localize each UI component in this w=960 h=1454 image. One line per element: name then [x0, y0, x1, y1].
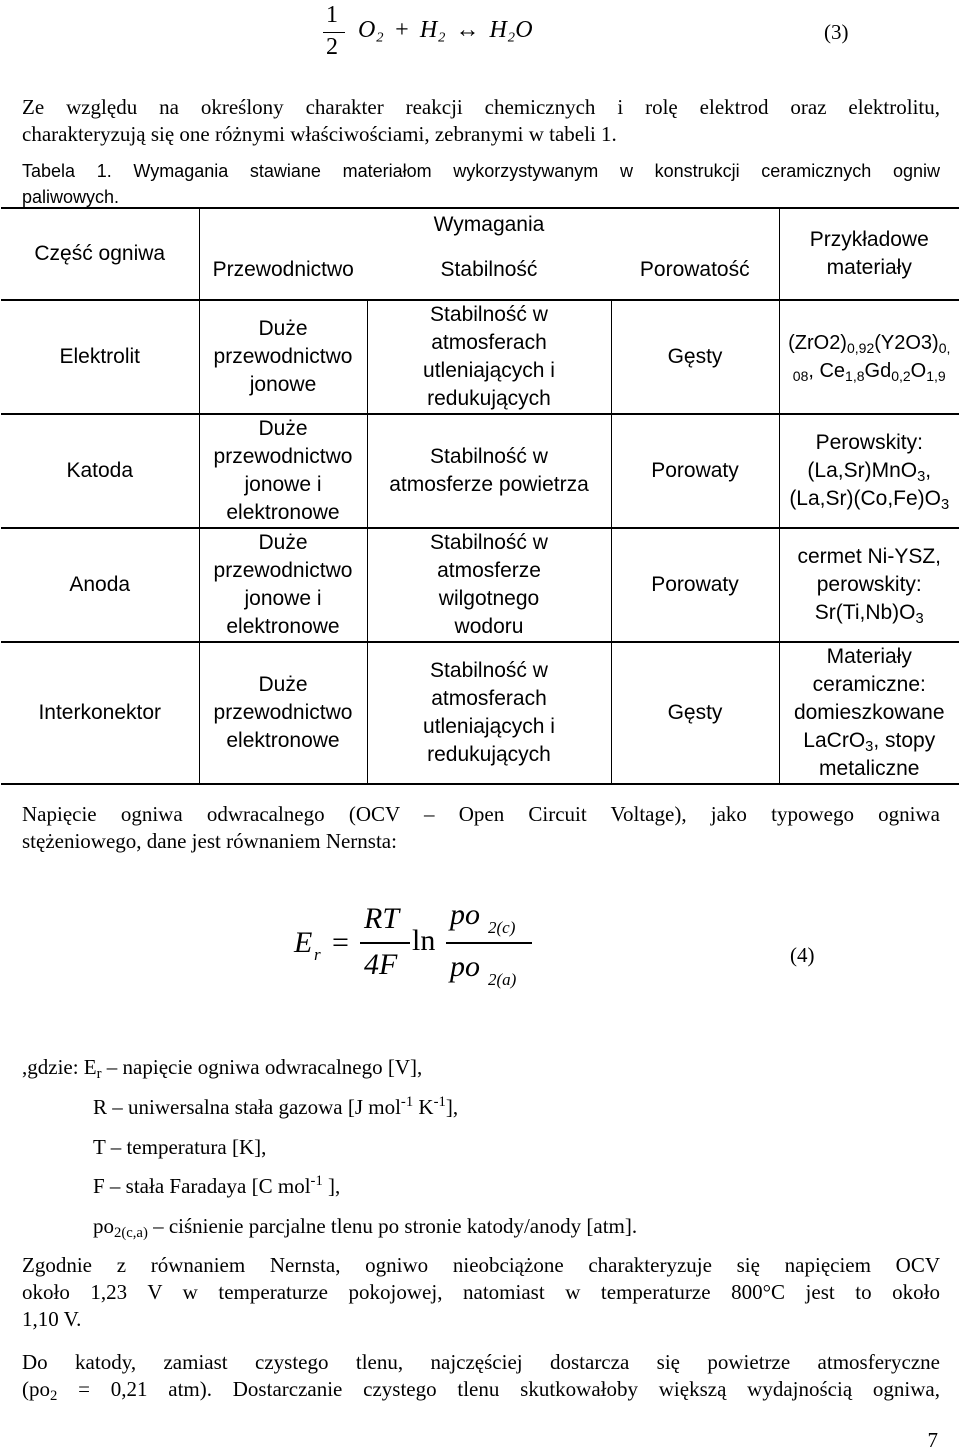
nernst-paragraph [22, 1252, 940, 1333]
definition-t: T – temperatura [K], [93, 1135, 267, 1159]
cell-materials: $(ZrO2)_{0,92}(Y2O3)_{0,}$ $_{08}$, $Ce_{1,8}Gd_{0,2}O_{1,9}$ [779, 300, 959, 414]
eq3-fraction-bar [323, 32, 345, 33]
cell-materials: Perowskity: (La,Sr)MnO$_3$, $(La,Sr)(Co,Fe)O_3$ [779, 414, 959, 528]
cell-materials: cermet Ni-YSZ, perowskity: $Sr(Ti,Nb)O_3$ [779, 528, 959, 642]
cell-porosity: Porowaty [611, 528, 779, 642]
caption-line-1: Tabela 1. Wymagania stawiane materiałom wykorzystywanym w konstrukcji ceramicznych ogniw [22, 161, 940, 181]
nernst-line-3: 1,10 V. [22, 1307, 82, 1331]
ocv-line-1: Napięcie ogniwa odwracalnego (OCV – Open Circuit Voltage), jako typowego ogniwa [22, 802, 940, 826]
cell-materials: Materiały ceramiczne: domieszkowane LaCrO$_3$, stopy metaliczne [779, 642, 959, 784]
eq3-numerator: 1 [326, 2, 338, 28]
eq4-label: (4) [790, 943, 815, 967]
cell-stability: Stabilność w atmosferach utleniających i redukujących [367, 642, 611, 784]
requirements-table [1, 207, 959, 785]
cell-part: Katoda [1, 414, 199, 528]
intro-paragraph [22, 94, 940, 148]
cell-conductivity: Duże przewodnictwo jonowe [199, 300, 367, 414]
cell-part: Anoda [1, 528, 199, 642]
ocv-line-2: stężeniowego, dane jest równaniem Nernsta: [22, 829, 397, 853]
cell-part: Interkonektor [1, 642, 199, 784]
cathode-line-1: Do katody, zamiast czystego tlenu, najczęściej dostarcza się powietrze atmosferyczne [22, 1350, 940, 1374]
eq4-lhs-sub: r [314, 945, 321, 964]
cell-porosity: Porowaty [611, 414, 779, 528]
cell-stability: Stabilność w atmosferach utleniających i redukujących [367, 300, 611, 414]
intro-line-2: charakteryzują się one różnymi właściwościami, zebranymi w tabeli 1. [22, 122, 617, 146]
eq4-po-num: po [450, 898, 480, 931]
definition-po2: $po_{2(c,a)}$ – ciśnienie parcjalne tlenu po stronie katody/anody [atm]. [93, 1214, 638, 1241]
cell-conductivity: Duże przewodnictwo jonowe i elektronowe [199, 414, 367, 528]
table-caption [22, 158, 940, 210]
header-porosity: Porowatość [611, 240, 779, 300]
nernst-line-1: Zgodnie z równaniem Nernsta, ogniwo nieobciążone charakteryzuje się napięciem OCV [22, 1253, 940, 1277]
eq4-po-den: po [450, 950, 480, 983]
header-conductivity: Przewodnictwo [212, 257, 354, 281]
header-materials: Przykładowe materiały [779, 208, 959, 300]
table-row-anode [1, 528, 959, 642]
table-row-interconnect [1, 642, 959, 784]
eq4-po-den-sub: 2(a) [488, 970, 517, 989]
caption-line-2: paliwowych. [22, 187, 120, 207]
page-number: 7 [927, 1428, 938, 1452]
eq4-equals: = [332, 926, 349, 959]
definition-r: R – uniwersalna stała gazowa [J mol$^{-1}$ $K^{-1}$], [93, 1094, 459, 1119]
header-part: Część ogniwa [1, 208, 199, 300]
eq4-lhs: E [294, 926, 313, 959]
eq4-numerator: RT [364, 902, 400, 935]
eq3-label: (3) [824, 20, 849, 44]
cell-porosity: Gęsty [611, 300, 779, 414]
cell-conductivity: Duże przewodnictwo elektronowe [199, 642, 367, 784]
table-row-electrolyte [1, 300, 959, 414]
header-stability: Stabilność [440, 257, 538, 281]
eq4-log-fraction-bar [446, 942, 532, 944]
definition-f: F – stała Faradaya [C mol$^{-1}$ ], [93, 1173, 341, 1198]
eq4-po-num-sub: 2(c) [488, 918, 516, 937]
nernst-line-2: około 1,23 V w temperaturze pokojowej, natomiast w temperaturze 800°C jest to około [22, 1280, 940, 1304]
ocv-paragraph [22, 801, 940, 855]
cell-conductivity: Duże przewodnictwo jonowe i elektronowe [199, 528, 367, 642]
eq4-ln: ln [412, 924, 436, 957]
eq3-body: O₂ + H₂ ↔ H₂O [358, 17, 533, 43]
cathode-line-2: ($po_2 = 0,21$ atm). Dostarczanie czystego tlenu skutkowałoby większą wydajnością ogniwa, [22, 1377, 940, 1404]
cathode-paragraph [22, 1349, 940, 1403]
cell-part: Elektrolit [1, 300, 199, 414]
table-row-cathode [1, 414, 959, 528]
cell-porosity: Gęsty [611, 642, 779, 784]
header-requirements: Wymagania [199, 208, 779, 240]
definition-er: ,gdzie: $E_r$ – napięcie ogniwa odwracalnego [V], [22, 1055, 423, 1082]
intro-line-1: Ze względu na określony charakter reakcji chemicznych i rolę elektrod oraz elektrolitu, [22, 95, 940, 119]
eq4-fraction-bar [360, 942, 410, 944]
eq4-denominator: 4F [364, 948, 398, 981]
cell-stability: Stabilność w atmosferze powietrza [367, 414, 611, 528]
eq3-denominator: 2 [326, 34, 338, 60]
cell-stability: Stabilność w atmosferze wilgotnego wodoru [367, 528, 611, 642]
